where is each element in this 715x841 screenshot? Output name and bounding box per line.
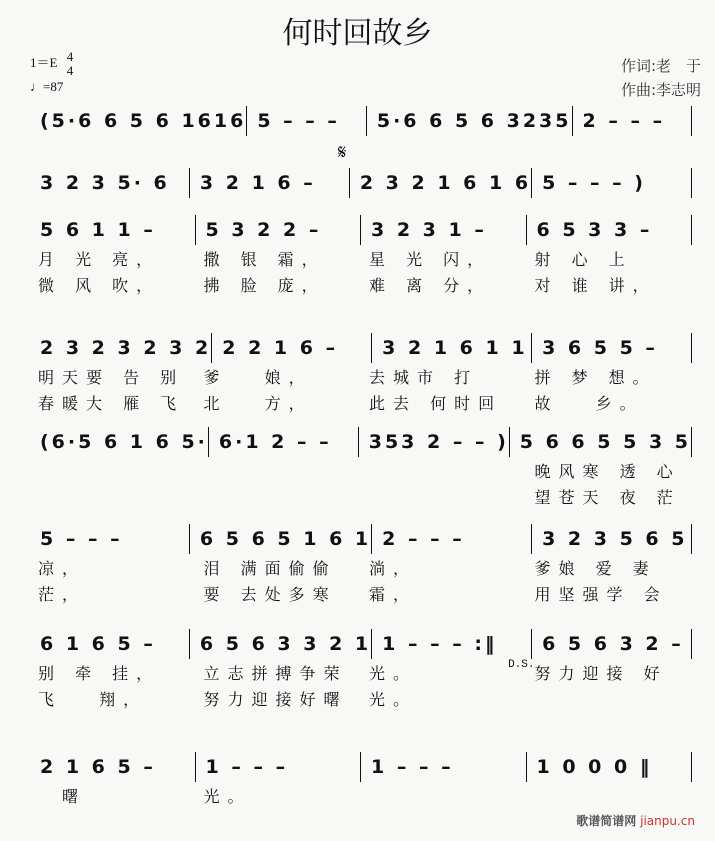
measure-notes: 5 – – – ) <box>542 172 646 194</box>
lyric-segment: 月 光 亮， <box>38 250 161 269</box>
lyric-segment: 爹 娘， <box>203 368 313 387</box>
measure <box>196 752 362 782</box>
measure-notes: 2 – – – <box>582 110 666 132</box>
measure <box>190 524 372 554</box>
lyric-segment: 射 心 上 <box>534 250 633 269</box>
staff-row <box>30 213 692 247</box>
time-signature <box>67 50 74 78</box>
measure <box>196 215 362 245</box>
score-system <box>30 331 692 417</box>
lyric-segment: 淌， <box>369 559 418 578</box>
lyric-segment: 北 方， <box>203 394 313 413</box>
lyric-segment: 飞 翔， <box>38 690 148 709</box>
measure-notes: 6 5 6 3 2 – <box>542 633 684 655</box>
staff-row <box>30 750 692 784</box>
measure <box>361 215 527 245</box>
lyric-segment: 凉， <box>38 559 87 578</box>
measure <box>359 427 510 457</box>
lyric-segment: 去城市 打 <box>369 368 479 387</box>
lyric-segment: 拼 梦 想。 <box>534 368 657 387</box>
time-bottom: 4 <box>66 63 74 78</box>
song-title: 何时回故乡 <box>282 16 433 51</box>
lyric-segment: 此去 何时回 <box>369 394 503 413</box>
lyrics-line <box>30 391 692 417</box>
measure <box>247 106 367 136</box>
lyrics-line <box>30 784 692 810</box>
lyrics-line <box>30 582 692 608</box>
lyric-segment: 望苍天 夜 茫 <box>534 488 681 507</box>
staff-row <box>30 425 692 459</box>
measure-notes: 2 1 6 5 – <box>40 756 156 778</box>
measure-notes: 3 2 3 1 – <box>371 219 487 241</box>
measure <box>532 333 692 363</box>
measure <box>527 215 693 245</box>
measure <box>190 629 372 659</box>
measure-notes: 3 2 1 6 – <box>199 172 316 194</box>
lyric-segment: 光。 <box>369 690 418 709</box>
measure-notes: 6 5 6 5 1 6 1 <box>199 528 372 550</box>
score-system <box>30 425 692 511</box>
measure <box>367 106 573 136</box>
lyrics-line <box>30 365 692 391</box>
measure-notes: 1 – – – :‖ <box>382 633 498 655</box>
lyric-segment: 春暖大 雁 飞 <box>38 394 185 413</box>
measure <box>372 333 532 363</box>
lyricist: 作词:老 于 <box>620 57 701 75</box>
composer: 作曲:李志明 <box>620 81 701 99</box>
lyrics-line <box>30 485 692 511</box>
measure-notes: 3 2 1 6 1 1 <box>382 337 528 359</box>
key-label: 1＝E <box>30 54 58 70</box>
watermark-url: jianpu.cn <box>640 814 695 828</box>
lyric-segment <box>361 784 527 810</box>
measure-notes: 1 – – – <box>205 756 289 778</box>
measure <box>209 427 359 457</box>
measure-notes: 6 5 3 3 – <box>536 219 653 241</box>
watermark <box>576 812 695 829</box>
measure-notes: 2 – – – <box>382 528 465 550</box>
measure <box>30 629 190 659</box>
measure <box>212 333 372 363</box>
lyric-segment: 努力迎接 好 <box>534 664 668 683</box>
lyric-segment: 茫， <box>38 585 87 604</box>
measure <box>361 752 527 782</box>
lyric-segment <box>361 459 527 485</box>
lyric-segment <box>196 485 362 511</box>
lyric-segment: 星 光 闪， <box>369 250 492 269</box>
lyric-segment <box>527 687 693 713</box>
lyric-segment <box>30 459 196 485</box>
measure-notes: 2 2 1 6 – <box>222 337 339 359</box>
measure-notes: 353 2 – – ) <box>368 431 509 453</box>
lyric-segment: 微 风 吹， <box>38 276 161 295</box>
measure-notes: 2 3 2 3 2 3 2 <box>40 337 212 359</box>
measure-notes: 1 0 0 0 ‖ <box>536 756 653 778</box>
measure <box>30 427 209 457</box>
dal-segno-label: D.S. <box>508 659 535 671</box>
measure <box>372 524 532 554</box>
lyric-segment: 拂 脸 庞， <box>203 276 326 295</box>
measure <box>532 168 692 198</box>
score-system <box>30 213 692 299</box>
lyric-segment: 对 谁 讲， <box>534 276 657 295</box>
lyric-segment <box>361 485 527 511</box>
lyric-segment: 撒 银 霜， <box>203 250 326 269</box>
measure <box>532 524 692 554</box>
staff-row <box>30 522 692 556</box>
lyric-segment: 光。 <box>369 664 418 683</box>
lyric-segment: 努力迎接好曙 <box>203 690 348 709</box>
measure-notes: 2 3 2 1 6 1 6 <box>359 172 532 194</box>
lyrics-line <box>30 459 692 485</box>
segno-icon: 𝄋 <box>337 140 347 164</box>
measure <box>508 629 692 671</box>
lyric-segment: 要 去处多寒 <box>203 585 337 604</box>
measure-notes: 5·6 6 5 6 3235 <box>376 110 572 132</box>
lyrics-line <box>30 247 692 273</box>
lyrics-line <box>30 556 692 582</box>
measure-notes: 5 6 1 1 – <box>40 219 156 241</box>
watermark-cn: 歌谱简谱网 <box>576 814 637 828</box>
measure <box>573 106 693 136</box>
lyric-segment: 光。 <box>203 787 252 806</box>
score-system <box>30 750 692 810</box>
measure-notes: (5·6 6 5 6 1616 <box>40 110 247 132</box>
measure <box>30 752 196 782</box>
time-top: 4 <box>66 49 74 64</box>
staff-row <box>30 104 692 138</box>
measure <box>527 752 693 782</box>
measure-notes: 3 2 3 5· 6 <box>40 172 170 194</box>
measure-notes: 6 5 6 3 3 2 1 <box>199 633 372 655</box>
measure-notes: 6·1 2 – – <box>218 431 332 453</box>
staff-row <box>30 331 692 365</box>
score-system <box>30 627 692 713</box>
tempo-label: ♩=87 <box>30 79 64 94</box>
measure <box>510 427 692 457</box>
key-signature <box>30 50 73 95</box>
score-system <box>30 140 692 200</box>
measure-notes: (6·5 6 1 6 5· <box>40 431 208 453</box>
lyric-segment: 泪 满面偷偷 <box>203 559 337 578</box>
measure-notes: 5 3 2 2 – <box>205 219 322 241</box>
measure <box>337 140 532 198</box>
lyric-segment <box>30 485 196 511</box>
lyric-segment: 爹娘 爱 妻 <box>534 559 657 578</box>
measure <box>372 629 532 659</box>
lyric-segment: 难 离 分， <box>369 276 492 295</box>
lyric-segment <box>196 459 362 485</box>
measure <box>30 524 190 554</box>
measure-notes: 3 2 3 5 6 5 <box>542 528 688 550</box>
staff-row <box>30 140 692 200</box>
measure-notes: 5 6 6 5 5 3 5 <box>519 431 691 453</box>
lyrics-line <box>30 687 692 713</box>
score-system <box>30 104 692 138</box>
lyric-segment: 明天要 告 别 <box>38 368 185 387</box>
measure-notes: 1 – – – <box>371 756 454 778</box>
lyric-segment: 用坚强学 会 <box>534 585 668 604</box>
measure <box>30 333 212 363</box>
staff-row <box>30 627 692 671</box>
measure <box>30 215 196 245</box>
measure-notes: 5 – – – <box>257 110 340 132</box>
lyrics-line <box>30 661 692 687</box>
measure <box>190 168 350 198</box>
credits <box>621 54 701 102</box>
measure-notes: 5 – – – <box>40 528 123 550</box>
measure-notes: 3 6 5 5 – <box>542 337 658 359</box>
lyric-segment: 故 乡。 <box>534 394 644 413</box>
score-system <box>30 522 692 608</box>
lyric-segment: 曙 <box>38 787 87 806</box>
measure <box>30 168 190 198</box>
lyric-segment: 晚风寒 透 心 <box>534 462 681 481</box>
measure <box>30 106 247 136</box>
lyric-segment <box>527 784 693 810</box>
lyric-segment: 立志拼搏争荣 <box>203 664 348 683</box>
lyric-segment: 霜， <box>369 585 418 604</box>
lyric-segment: 别 牵 挂， <box>38 664 161 683</box>
lyrics-line <box>30 273 692 299</box>
measure-notes: 6 1 6 5 – <box>40 633 156 655</box>
